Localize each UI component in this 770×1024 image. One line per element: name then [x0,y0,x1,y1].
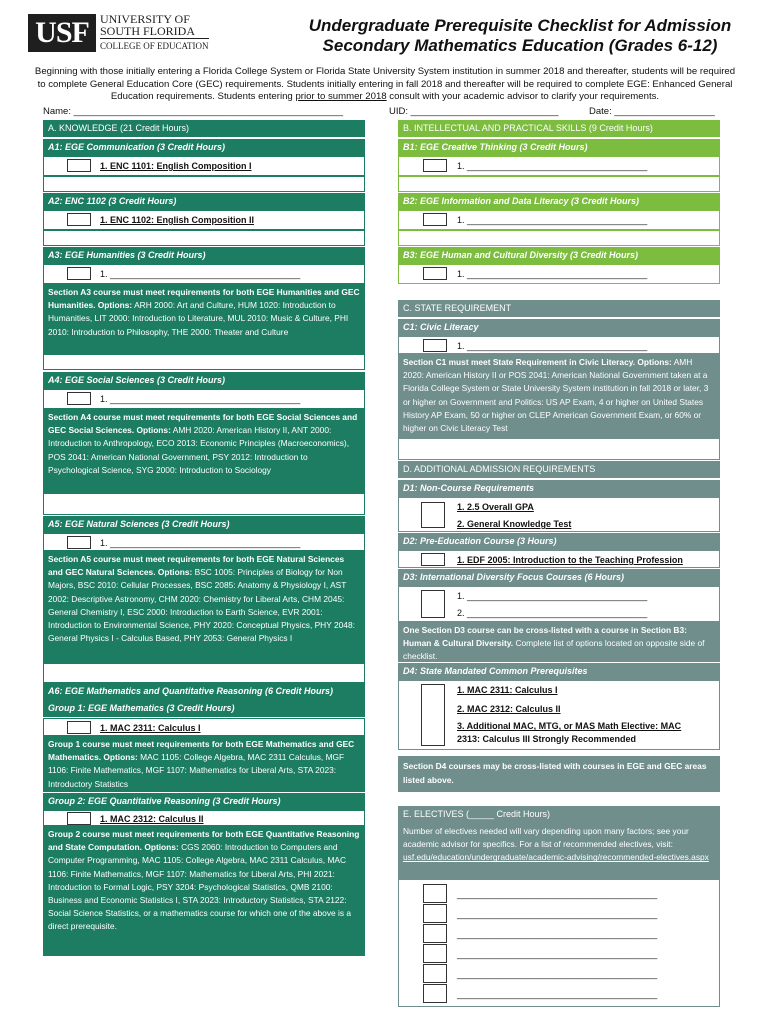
a5-header: A5: EGE Natural Sciences (3 Credit Hours) [43,516,365,533]
a5-spacer [43,663,365,683]
a3-item[interactable]: 1. ______________________________________ [100,269,301,279]
date-field[interactable]: Date: ___________________ [589,106,715,117]
a5-checkbox[interactable] [67,536,91,549]
d4-rows [398,680,720,750]
b1-spacer [398,176,720,192]
elective-line-5[interactable]: ________________________________________ [457,969,658,979]
b3-header: B3: EGE Human and Cultural Diversity (3 Credit Hours) [398,247,720,264]
d3-note [398,622,720,662]
group2-note-bold: Group 2 course must meet requirements for both EGE Quantitative Reasoning and State Computation. Options: [48,829,360,853]
elective-line-6[interactable]: ________________________________________ [457,989,658,999]
usf-logo-text [100,13,209,52]
a1-checkbox[interactable] [67,159,91,172]
a4-spacer [43,493,365,515]
usf-logo-mark: USF [28,14,96,52]
a5-item[interactable]: 1. ______________________________________ [100,538,301,548]
intro-underlined: prior to summer 2018 [295,91,387,102]
d1-item-1: 1. 2.5 Overall GPA [457,502,534,512]
group1-note-bold: Group 1 course must meet requirements for both EGE Mathematics and GEC Mathematics. Options: [48,739,355,763]
section-c-header: C. STATE REQUIREMENT [398,300,720,317]
logo-line-3: COLLEGE OF EDUCATION [100,38,209,52]
b1-item[interactable]: 1. ____________________________________ [457,161,648,171]
intro-paragraph [30,66,740,104]
d3-item-1[interactable]: 1. ____________________________________ [457,591,648,601]
d2-header: D2: Pre-Education Course (3 Hours) [398,533,720,550]
elective-line-3[interactable]: ________________________________________ [457,929,658,939]
section-e-header: E. ELECTIVES (_____ Credit Hours) [398,806,720,823]
d1-checkbox[interactable] [421,502,445,528]
d2-item: 1. EDF 2005: Introduction to the Teaching Profession [457,555,683,565]
c1-note [398,354,720,438]
group1-item: 1. MAC 2311: Calculus I [100,723,201,733]
a2-row [43,210,365,230]
a3-header: A3: EGE Humanities (3 Credit Hours) [43,247,365,264]
a3-row [43,264,365,284]
group2-row [43,810,365,826]
a2-checkbox[interactable] [67,213,91,226]
d4-checkbox[interactable] [421,684,445,746]
group2-header: Group 2: EGE Quantitative Reasoning (3 Credit Hours) [43,793,365,810]
uid-field[interactable]: UID: ____________________________ [389,106,559,117]
elective-line-1[interactable]: ________________________________________ [457,889,658,899]
group1-header: Group 1: EGE Mathematics (3 Credit Hours) [43,700,365,717]
group2-item: 1. MAC 2312: Calculus II [100,814,204,824]
group2-note [43,826,365,956]
a3-note-bold: Section A3 course must meet requirements for both EGE Humanities and GEC Humanities. Options: [48,287,360,311]
d3-checkbox[interactable] [421,590,445,618]
section-d-header: D. ADDITIONAL ADMISSION REQUIREMENTS [398,461,720,478]
b3-checkbox[interactable] [423,267,447,280]
d4-header: D4: State Mandated Common Prerequisites [398,663,720,680]
a4-note-bold: Section A4 course must meet requirements for both EGE Social Sciences and GEC Social Sciences. Options: [48,412,358,436]
a3-checkbox[interactable] [67,267,91,280]
d3-item-2[interactable]: 2. ____________________________________ [457,608,648,618]
logo-line-1: UNIVERSITY OF [100,12,190,26]
group1-row [43,718,365,736]
b1-checkbox[interactable] [423,159,447,172]
d4-item-2: 2. MAC 2312: Calculus II [457,704,561,714]
d2-checkbox[interactable] [421,553,445,566]
a4-header: A4: EGE Social Sciences (3 Credit Hours) [43,372,365,389]
a4-item[interactable]: 1. ______________________________________ [100,394,301,404]
title-line-2: Secondary Mathematics Education (Grades 6-12) [322,36,718,55]
b2-row [398,210,720,230]
page-title [290,16,750,56]
d2-row [398,550,720,568]
c1-item[interactable]: 1. ____________________________________ [457,341,648,351]
a5-note-bold: Section A5 course must meet requirements for both EGE Natural Sciences and GEC Natural Sciences. Options: [48,554,345,578]
b2-item[interactable]: 1. ____________________________________ [457,215,648,225]
group1-checkbox[interactable] [67,721,91,734]
d3-note-text: Complete list of options located on opposite side of checklist. [403,638,705,662]
a1-spacer [43,176,365,192]
elective-checkbox-6[interactable] [423,984,447,1003]
e-link[interactable]: usf.edu/education/undergraduate/academic-advising/recommended-electives.aspx [403,852,709,863]
d1-rows [398,497,720,532]
a4-row [43,389,365,409]
a4-note-text: AMH 2020: American History II, ANT 2000: Introduction to Anthropology, ECO 2013: Economic Principles (Macroeconomics), POS 2041: American National Government, PSY 2012: Introduction to Psychological Science, SYG 2000: Introduction to Sociology [48,425,350,475]
b2-header: B2: EGE Information and Data Literacy (3 Credit Hours) [398,193,720,210]
d3-header: D3: International Diversity Focus Courses (6 Hours) [398,569,720,586]
b3-row [398,264,720,284]
d1-header: D1: Non-Course Requirements [398,480,720,497]
a3-note-text: ARH 2000: Art and Culture, HUM 1020: Introduction to Humanities, LIT 2000: Introduction to Literature, MUL 2010: Music & Culture, PHI 2010: Introduction to Philosophy, THE 2000: Theater and Culture [48,300,349,337]
intro-text-2: consult with your academic advisor to clarify your requirements. [386,91,660,102]
group2-note-text: CGS 2060: Introduction to Computers and Computer Programming, MAC 1105: College Algebra, MAC 2311 Calculus, MAC 1106: Finite Mathematics, MGF 1107: Mathematics for Liberal Arts, PHI 2021: Introduction to Formal Logic, PSY 3204: Psychological Statistics, QMB 2100: Business and Economic Statistics I, STA 2023: Introductory Statistics, STA 2122: Social Science Statistics, or a mathematics course for which one of the above is a direct prerequisite. [48,842,352,932]
elective-line-2[interactable]: ________________________________________ [457,909,658,919]
d1-item-2: 2. General Knowledge Test [457,519,572,529]
d4-item-1: 1. MAC 2311: Calculus I [457,685,558,695]
a1-header: A1: EGE Communication (3 Credit Hours) [43,139,365,156]
d4-item-3a: 3. Additional MAC, MTG, or MAS Math Elective: MAC [457,721,682,731]
b3-item[interactable]: 1. ____________________________________ [457,269,648,279]
d3-note-bold: One Section D3 course can be cross-listed with a course in Section B3: Human & Cultural Diversity. [403,625,687,649]
a2-header: A2: ENC 1102 (3 Credit Hours) [43,193,365,210]
c1-note-text: AMH 2020: American History II or POS 2041: American National Government taken at a Florida College System or State University System institution in fall 2018 or later, 3 or higher on Government and Politics: US AP Exam, 4 or higher on United States History AP Exam, 50 or higher on CLEP American Government Exam, or 60% or higher on Civic Literacy Test [403,357,709,434]
a3-note [43,284,365,354]
a1-item: 1. ENC 1101: English Composition I [100,161,252,171]
section-a-header: A. KNOWLEDGE (21 Credit Hours) [43,120,365,137]
elective-checkbox-4[interactable] [423,944,447,963]
a1-row [43,156,365,176]
a2-spacer [43,230,365,246]
name-field[interactable]: Name: ___________________________________________________ [43,106,344,117]
b2-checkbox[interactable] [423,213,447,226]
section-b-header: B. INTELLECTUAL AND PRACTICAL SKILLS (9 Credit Hours) [398,120,720,137]
a3-spacer [43,354,365,370]
group2-checkbox[interactable] [67,812,91,825]
a5-note [43,551,365,663]
b2-spacer [398,230,720,246]
elective-line-4[interactable]: ________________________________________ [457,949,658,959]
d4-note: Section D4 courses may be cross-listed with courses in EGE and GEC areas listed above. [398,756,720,792]
logo-line-2: SOUTH FLORIDA [100,24,196,38]
elective-checkbox-5[interactable] [423,964,447,983]
a6-header: A6: EGE Mathematics and Quantitative Reasoning (6 Credit Hours) [43,683,365,700]
intro-text-1: Beginning with those initially entering a Florida College System or Florida State University System institution in summer 2018 and thereafter, students will be required to complete General Education Core (GEC) requirements. Students initially entering in fall 2018 and thereafter will be required to complete EGE: Enhanced General Education requirements. Students entering [34,66,736,102]
e-note [398,823,720,879]
b1-header: B1: EGE Creative Thinking (3 Credit Hours) [398,139,720,156]
elective-checkbox-3[interactable] [423,924,447,943]
group1-note-text: MAC 1105: College Algebra, MAC 2311 Calculus, MGF 1106: Finite Mathematics, MGF 1107: Mathematics for Liberal Arts, STA 2023: Introductory Statistics [48,752,345,789]
b1-row [398,156,720,176]
d4-item-3b: 2313: Calculus III Strongly Recommended [457,734,637,744]
c1-note-bold: Section C1 must meet State Requirement in Civic Literacy. Options: [403,357,672,367]
a4-checkbox[interactable] [67,392,91,405]
a5-row [43,533,365,551]
a2-item: 1. ENC 1102: English Composition II [100,215,255,225]
e-note-text: Number of electives needed will vary depending upon many factors; see your academic advisor for specifics. For a list of recommended electives, visit: [403,826,689,850]
electives-rows [398,879,720,1007]
group1-note [43,736,365,792]
c1-checkbox[interactable] [423,339,447,352]
elective-checkbox-2[interactable] [423,904,447,923]
d3-rows [398,586,720,622]
a4-note [43,409,365,493]
c1-spacer [398,438,720,460]
elective-checkbox-1[interactable] [423,884,447,903]
c1-row [398,336,720,354]
a5-note-text: BSC 1005: Principles of Biology for Non Majors, BSC 2010: Cellular Processes, BSC 2085: Anatomy & Physiology I, AST 2002: Descriptive Astronomy, CHM 2020: Chemistry for Liberal Arts, CHM 2045: General Chemistry I, ESC 2000: Introduction to Earth Science, EVR 2001: Introduction to Environmental Science, PHY 2020: Conceptual Physics, PHY 2048: General Physics I - Calculus Based, PHY 2053: General Physics I [48,567,355,644]
c1-header: C1: Civic Literacy [398,319,720,336]
title-line-1: Undergraduate Prerequisite Checklist for Admission [308,16,732,35]
